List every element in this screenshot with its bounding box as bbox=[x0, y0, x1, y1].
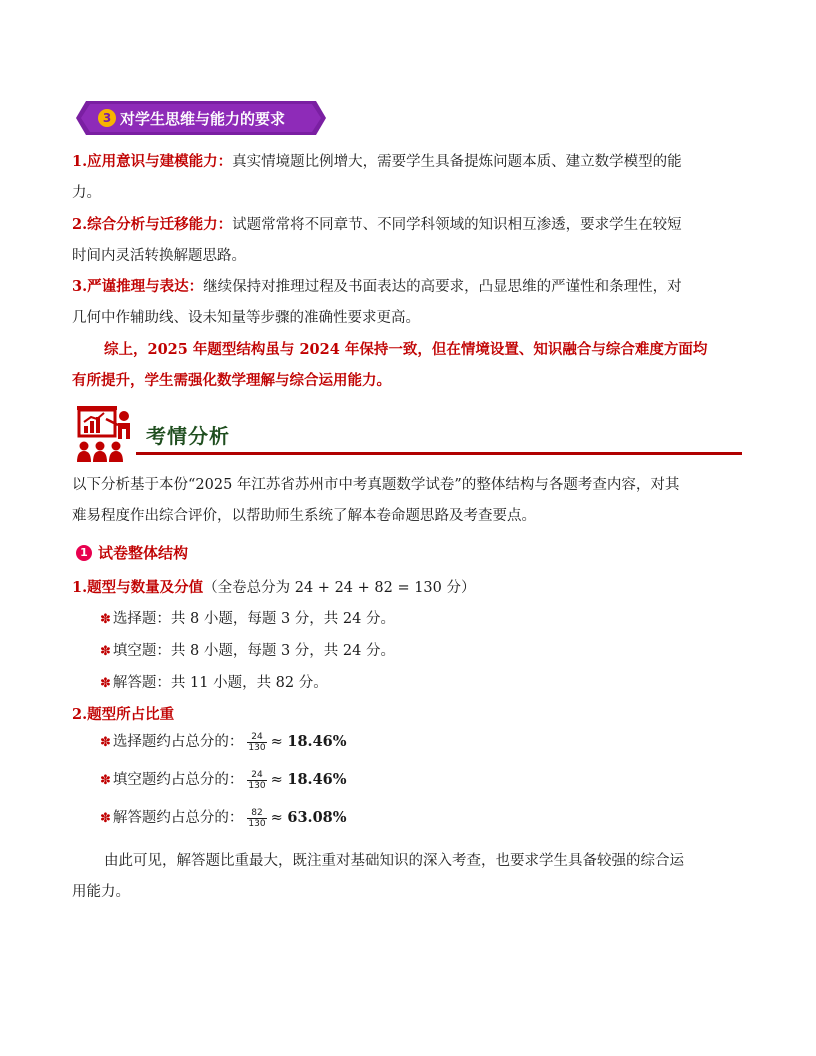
bullet-icon: ✽ bbox=[100, 735, 111, 750]
summary-paragraph bbox=[72, 334, 744, 396]
intro-line-2: 难易程度作出综合评价，以帮助师生系统了解本卷命题思路及考查要点。 bbox=[72, 508, 536, 524]
bullet-icon: ✽ bbox=[100, 773, 111, 788]
bullet-icon: ✽ bbox=[100, 644, 111, 659]
requirement-text: 真实情境题比例增大，需要学生具备提炼问题本质、建立数学模型的能 bbox=[232, 154, 682, 170]
section-title: 对学生思维与能力的要求 bbox=[120, 110, 286, 128]
list-item-text: 解答题：共 11 小题，共 82 分。 bbox=[112, 675, 328, 691]
requirement-item-1 bbox=[72, 146, 744, 209]
summary-line-2: 有所提升，学生需强化数学理解与综合运用能力。 bbox=[72, 372, 391, 389]
conclusion-paragraph bbox=[72, 846, 744, 908]
summary-line-1: 综上，2025 年题型结构虽与 2024 年保持一致，但在情境设置、知识融合与综合难度方面均 bbox=[104, 341, 708, 358]
section-3-banner bbox=[76, 101, 326, 135]
bullet-icon: ✽ bbox=[100, 676, 111, 691]
fraction-numerator: 24 bbox=[247, 732, 266, 743]
approx-sign: ≈ bbox=[270, 734, 283, 750]
requirement-text: 继续保持对推理过程及书面表达的高要求，凸显思维的严谨性和条理性，对 bbox=[203, 279, 682, 295]
header-underline bbox=[136, 452, 742, 455]
subsection-number-badge: 1 bbox=[76, 545, 92, 561]
bullet-icon: ✽ bbox=[100, 811, 111, 826]
fraction-numerator: 82 bbox=[247, 808, 266, 819]
approx-sign: ≈ bbox=[270, 772, 283, 788]
fraction bbox=[247, 732, 266, 753]
requirement-text-cont: 时间内灵活转换解题思路。 bbox=[72, 248, 246, 264]
requirement-item-3 bbox=[72, 271, 744, 334]
conclusion-line-2: 用能力。 bbox=[72, 884, 130, 900]
conclusion-line-1: 由此可见，解答题比重最大，既注重对基础知识的深入考查，也要求学生具备较强的综合运 bbox=[104, 853, 684, 869]
heading-lead: 1.题型与数量及分值 bbox=[72, 579, 204, 596]
requirement-text: 试题常常将不同章节、不同学科领域的知识相互渗透，要求学生在较短 bbox=[232, 217, 682, 233]
requirement-lead: 3.严谨推理与表达： bbox=[72, 278, 204, 295]
intro-paragraph bbox=[72, 470, 744, 532]
heading-lead: 2.题型所占比重 bbox=[72, 706, 175, 723]
requirement-lead: 1.应用意识与建模能力： bbox=[72, 153, 233, 170]
fraction bbox=[247, 770, 266, 791]
ratio-row bbox=[100, 806, 347, 836]
heading-proportion bbox=[72, 703, 174, 724]
fraction bbox=[247, 808, 266, 829]
heading-question-types bbox=[72, 576, 476, 597]
fraction-denominator: 130 bbox=[248, 742, 266, 753]
exam-analysis-title: 考情分析 bbox=[146, 424, 230, 448]
list-item bbox=[100, 607, 395, 628]
requirement-item-2 bbox=[72, 209, 744, 272]
heading-note: （全卷总分为 24 + 24 + 82 = 130 分） bbox=[203, 580, 476, 596]
requirement-text-cont: 几何中作辅助线、设未知量等步骤的准确性要求更高。 bbox=[72, 310, 420, 326]
ratio-label: 解答题约占总分的： bbox=[112, 810, 244, 826]
presentation-board-icon bbox=[74, 402, 136, 464]
bullet-icon: ✽ bbox=[100, 612, 111, 627]
fraction-denominator: 130 bbox=[248, 780, 266, 791]
section-number-badge: 3 bbox=[98, 109, 116, 127]
ratio-percent: 63.08% bbox=[287, 809, 347, 826]
list-item bbox=[100, 639, 395, 660]
subsection-title: 试卷整体结构 bbox=[98, 544, 189, 562]
ratio-row bbox=[100, 768, 347, 798]
list-item-text: 填空题：共 8 小题，每题 3 分，共 24 分。 bbox=[112, 643, 395, 659]
ratio-label: 填空题约占总分的： bbox=[112, 772, 244, 788]
fraction-numerator: 24 bbox=[247, 770, 266, 781]
ratio-percent: 18.46% bbox=[287, 733, 347, 750]
approx-sign: ≈ bbox=[270, 810, 283, 826]
intro-line-1: 以下分析基于本份“2025 年江苏省苏州市中考真题数学试卷”的整体结构与各题考查内容，对其 bbox=[72, 477, 680, 493]
requirement-text-cont: 力。 bbox=[72, 185, 101, 201]
list-item bbox=[100, 671, 328, 692]
list-item-text: 选择题：共 8 小题，每题 3 分，共 24 分。 bbox=[112, 611, 395, 627]
fraction-denominator: 130 bbox=[248, 818, 266, 829]
ratio-label: 选择题约占总分的： bbox=[112, 734, 244, 750]
ratio-row bbox=[100, 730, 347, 760]
requirement-lead: 2.综合分析与迁移能力： bbox=[72, 216, 233, 233]
ratio-percent: 18.46% bbox=[287, 771, 347, 788]
exam-analysis-header bbox=[74, 402, 742, 466]
